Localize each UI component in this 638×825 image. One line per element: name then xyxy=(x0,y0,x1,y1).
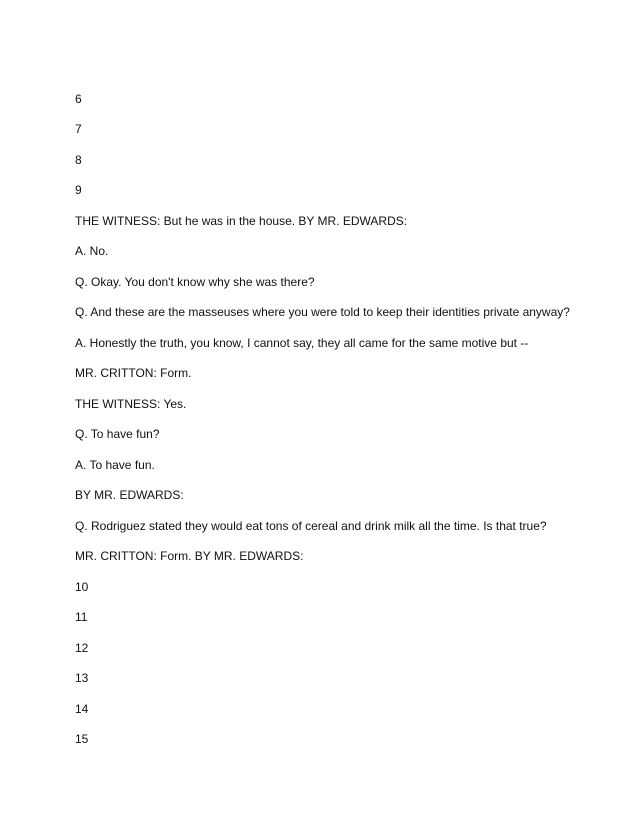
testimony-line: A. To have fun. xyxy=(75,458,155,472)
testimony-line: Q. And these are the masseuses where you were told to keep their identities private anyway? xyxy=(75,305,570,319)
line-number-15: 15 xyxy=(75,732,89,746)
testimony-line: MR. CRITTON: Form. BY MR. EDWARDS: xyxy=(75,549,304,563)
testimony-line: Q. Rodriguez stated they would eat tons of cereal and drink milk all the time. Is that true? xyxy=(75,519,547,533)
line-number-11: 11 xyxy=(75,610,88,624)
line-number-12: 12 xyxy=(75,641,89,655)
testimony-line: THE WITNESS: But he was in the house. BY MR. EDWARDS: xyxy=(75,214,408,228)
line-number-13: 13 xyxy=(75,671,89,685)
testimony-line: BY MR. EDWARDS: xyxy=(75,488,184,502)
testimony-line: Q. Okay. You don't know why she was there? xyxy=(75,275,315,289)
line-number-6: 6 xyxy=(75,92,82,106)
line-number-8: 8 xyxy=(75,153,82,167)
testimony-line: Q. To have fun? xyxy=(75,427,160,441)
testimony-line: THE WITNESS: Yes. xyxy=(75,397,187,411)
line-number-9: 9 xyxy=(75,183,82,197)
line-number-7: 7 xyxy=(75,122,82,136)
testimony-line: A. No. xyxy=(75,244,109,258)
testimony-line: A. Honestly the truth, you know, I cannot say, they all came for the same motive but -- xyxy=(75,336,529,350)
testimony-line: MR. CRITTON: Form. xyxy=(75,366,192,380)
line-number-14: 14 xyxy=(75,702,89,716)
line-number-10: 10 xyxy=(75,580,89,594)
